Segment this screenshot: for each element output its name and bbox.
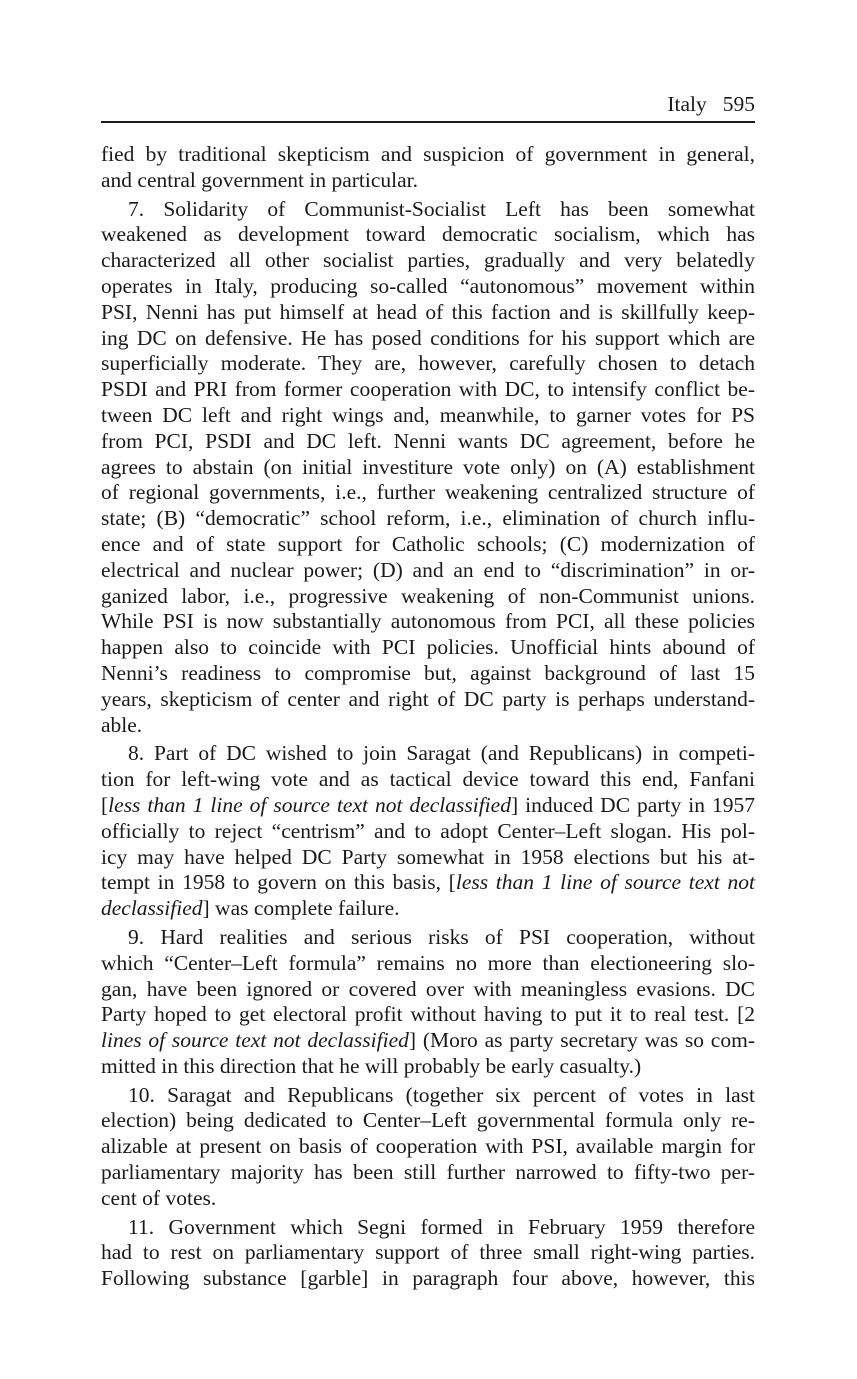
- text-line: operates in Italy, producing so-called “autonomous” movement within: [101, 273, 755, 298]
- text-line: happen also to coincide with PCI policies. Unofficial hints abound of: [101, 635, 755, 660]
- text-line: fied by traditional skepticism and suspicion of government in general,: [101, 142, 755, 166]
- text-line: superficially moderate. They are, however, carefully chosen to detach: [101, 351, 755, 376]
- text-segment: ] was complete failure.: [202, 896, 400, 921]
- text-line: Party hoped to get electoral profit without having to put it to real test. [2: [101, 1002, 755, 1027]
- text-segment: ] (Moro as party secretary was so com-: [408, 1028, 755, 1053]
- text-line: had to rest on parliamentary support of three small right-wing parties.: [101, 1240, 755, 1265]
- paragraph: [101, 1083, 755, 1212]
- section-title: Italy: [667, 92, 707, 116]
- paragraph: [101, 925, 755, 1080]
- text-segment: tempt in 1958 to govern on this basis, [: [101, 870, 456, 895]
- editorial-note: declassified: [101, 896, 203, 921]
- text-line: parliamentary majority has been still further narrowed to fifty-two per-: [101, 1160, 755, 1185]
- body-text: [101, 142, 755, 1295]
- text-line: icy may have helped DC Party somewhat in 1958 elections but his at-: [101, 844, 755, 869]
- text-line: from PCI, PSDI and DC left. Nenni wants DC agreement, before he: [101, 428, 755, 453]
- text-line: gan, have been ignored or covered over with meaningless evasions. DC: [101, 976, 755, 1001]
- text-line: [101, 896, 755, 922]
- text-line: election) being dedicated to Center–Left governmental formula only re-: [101, 1108, 755, 1133]
- text-line: cent of votes.: [101, 1185, 217, 1210]
- text-line: which “Center–Left formula” remains no more than electioneering slo-: [101, 950, 755, 975]
- paragraph: [101, 142, 755, 194]
- text-line: 11. Government which Segni formed in February 1959 therefore: [128, 1214, 755, 1239]
- text-line: tween DC left and right wings and, meanwhile, to garner votes for PS: [101, 402, 755, 427]
- text-line: agrees to abstain (on initial investiture vote only) on (A) establishment: [101, 454, 755, 479]
- paragraph: [101, 1215, 755, 1292]
- header-rule: [101, 121, 755, 123]
- text-line: Nenni’s readiness to compromise but, against background of last 15: [101, 660, 755, 685]
- editorial-note: less than 1 line of source text not: [455, 870, 755, 895]
- text-line: state; (B) “democratic” school reform, i.e., elimination of church influ-: [101, 506, 755, 531]
- text-line: ence and of state support for Catholic schools; (C) modernization of: [101, 531, 755, 556]
- paragraph: [101, 741, 755, 922]
- text-line: Following substance [garble] in paragraph four above, however, this: [101, 1266, 755, 1291]
- text-line: ganized labor, i.e., progressive weakening of non-Communist unions.: [101, 583, 755, 608]
- text-line: 7. Solidarity of Communist-Socialist Left has been somewhat: [128, 196, 755, 221]
- text-line: electrical and nuclear power; (D) and an end to “discrimination” in or-: [101, 557, 755, 582]
- text-line: [101, 793, 755, 819]
- text-line: PSDI and PRI from former cooperation with DC, to intensify conflict be-: [101, 377, 755, 402]
- text-segment: ] induced DC party in 1957: [510, 792, 755, 817]
- editorial-note: less than 1 line of source text not declassified: [108, 792, 511, 817]
- text-line: of regional governments, i.e., further weakening centralized structure of: [101, 480, 755, 505]
- text-line: 9. Hard realities and serious risks of PSI cooperation, without: [128, 924, 755, 949]
- text-line: 8. Part of DC wished to join Saragat (and Republicans) in competi-: [128, 741, 755, 766]
- text-segment: [: [101, 792, 109, 817]
- paragraph: [101, 197, 755, 739]
- text-line: mitted in this direction that he will probably be early casualty.): [101, 1053, 642, 1078]
- text-line: 10. Saragat and Republicans (together six percent of votes in last: [128, 1082, 755, 1107]
- text-line: tion for left-wing vote and as tactical device toward this end, Fanfani: [101, 767, 755, 792]
- text-line: [101, 870, 755, 896]
- running-head: [101, 90, 755, 118]
- text-line: ing DC on defensive. He has posed conditions for his support which are: [101, 325, 755, 350]
- text-line: While PSI is now substantially autonomous from PCI, all these policies: [101, 609, 755, 634]
- editorial-note: lines of source text not declassified: [101, 1028, 409, 1053]
- text-line: [101, 1028, 755, 1054]
- page-number: 595: [722, 92, 755, 116]
- text-line: PSI, Nenni has put himself at head of this faction and is skillfully keep-: [101, 299, 755, 324]
- text-line: able.: [101, 712, 143, 737]
- text-line: officially to reject “centrism” and to adopt Center–Left slogan. His pol-: [101, 818, 755, 843]
- text-line: weakened as development toward democratic socialism, which has: [101, 222, 755, 247]
- text-line: characterized all other socialist parties, gradually and very belatedly: [101, 248, 755, 273]
- text-line: alizable at present on basis of cooperation with PSI, available margin for: [101, 1134, 755, 1159]
- text-line: years, skepticism of center and right of DC party is perhaps understand-: [101, 686, 755, 711]
- text-line: and central government in particular.: [101, 167, 418, 192]
